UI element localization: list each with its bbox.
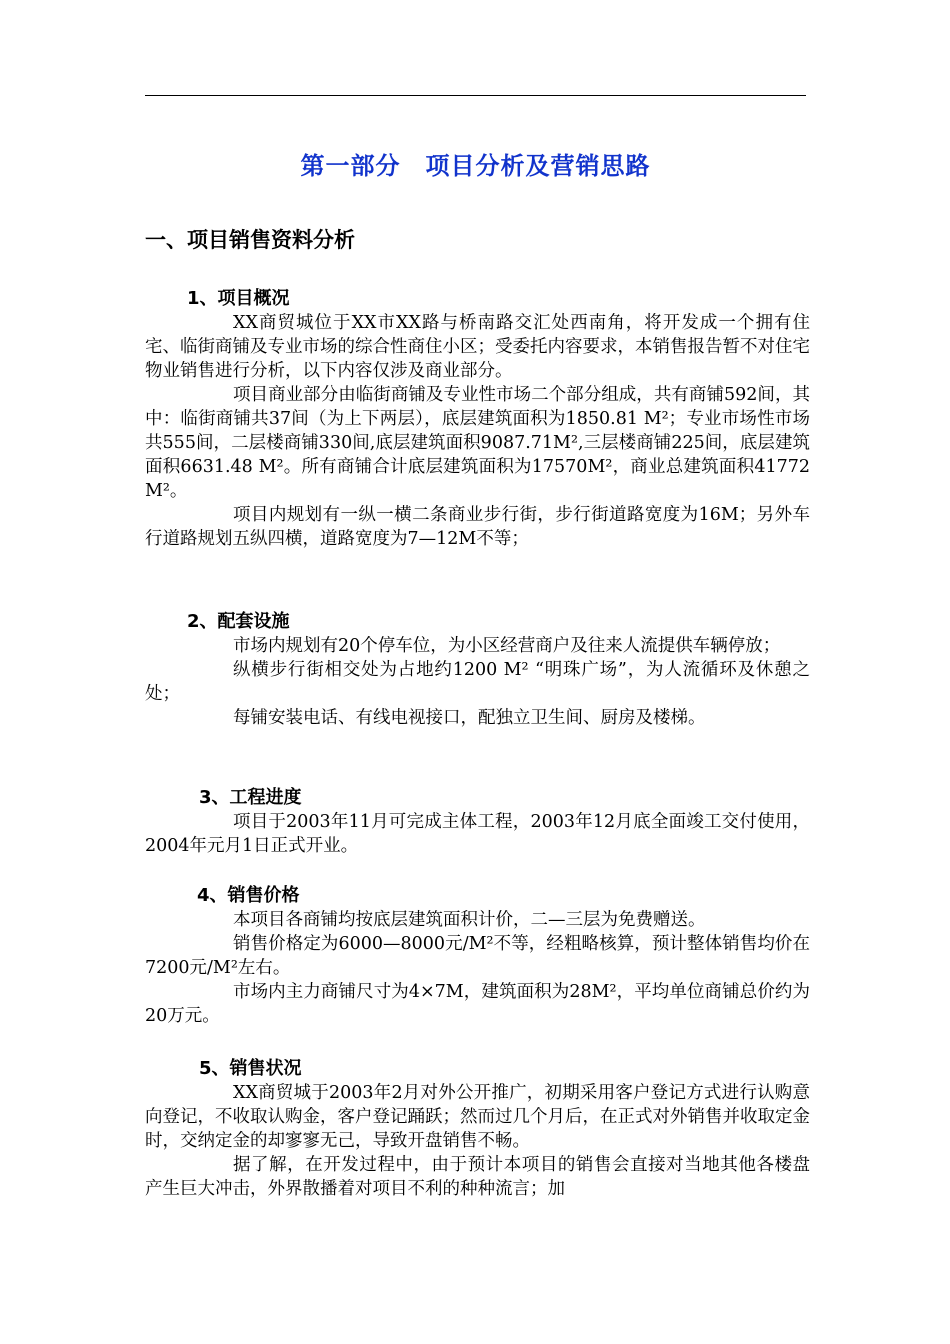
section-progress (145, 786, 810, 858)
subsection-heading: 1、项目概况 (187, 288, 290, 309)
section-project-overview (145, 287, 810, 551)
section-sales-status (145, 1057, 810, 1201)
paragraph: 项目于2003年11月可完成主体工程，2003年12月底全面竣工交付使用，2004年元月1日正式开业。 (145, 812, 810, 856)
paragraph: 本项目各商铺均按底层建筑面积计价，二—三层为免费赠送。 (233, 910, 706, 930)
subsection-heading: 5、销售状况 (199, 1058, 302, 1079)
subsection-heading: 3、工程进度 (199, 787, 302, 808)
paragraph: XX商贸城位于XX市XX路与桥南路交汇处西南角，将开发成一个拥有住宅、临街商铺及专业市场的综合性商住小区；受委托内容要求，本销售报告暂不对住宅物业销售进行分析，以下内容仅涉及商业部分。 (145, 313, 810, 381)
page-title: 第一部分 项目分析及营销思路 (300, 152, 651, 180)
section-heading: 一、项目销售资料分析 (145, 228, 355, 252)
paragraph: 项目商业部分由临街商铺及专业性市场二个部分组成，共有商铺592间，其中：临街商铺共37间（为上下两层），底层建筑面积为1850.81 M²；专业市场性市场共555间，二层楼商铺330间,底层建筑面积9087.71M²,三层楼商铺225间，底层建筑面积6631.48 M²。所有商铺合计底层建筑面积为17570M²，商业总建筑面积41772 M²。 (145, 385, 810, 501)
paragraph: XX商贸城于2003年2月对外公开推广，初期采用客户登记方式进行认购意向登记，不收取认购金，客户登记踊跃；然而过几个月后，在正式对外销售并收取定金时，交纳定金的却寥寥无己，导致开盘销售不畅。 (145, 1083, 810, 1151)
paragraph: 市场内规划有20个停车位，为小区经营商户及往来人流提供车辆停放； (233, 636, 781, 656)
paragraph: 纵横步行街相交处为占地约1200 M² “明珠广场”，为人流循环及休憩之处； (145, 660, 810, 704)
paragraph: 据了解，在开发过程中，由于预计本项目的销售会直接对当地其他各楼盘产生巨大冲击，外界散播着对项目不利的种种流言；加 (145, 1155, 810, 1199)
paragraph: 每铺安装电话、有线电视接口，配独立卫生间、厨房及楼梯。 (233, 708, 706, 728)
section-pricing (145, 884, 810, 1028)
paragraph: 销售价格定为6000—8000元/M²不等，经粗略核算，预计整体销售均价在7200元/M²左右。 (145, 934, 810, 978)
header-rule (145, 95, 806, 96)
paragraph: 市场内主力商铺尺寸为4×7M，建筑面积为28M²，平均单位商铺总价约为20万元。 (145, 982, 810, 1026)
subsection-heading: 2、配套设施 (187, 611, 290, 632)
subsection-heading: 4、销售价格 (197, 885, 300, 906)
section-facilities (145, 610, 810, 730)
paragraph: 项目内规划有一纵一横二条商业步行街，步行街道路宽度为16M；另外车行道路规划五纵四横，道路宽度为7—12M不等； (145, 505, 810, 549)
